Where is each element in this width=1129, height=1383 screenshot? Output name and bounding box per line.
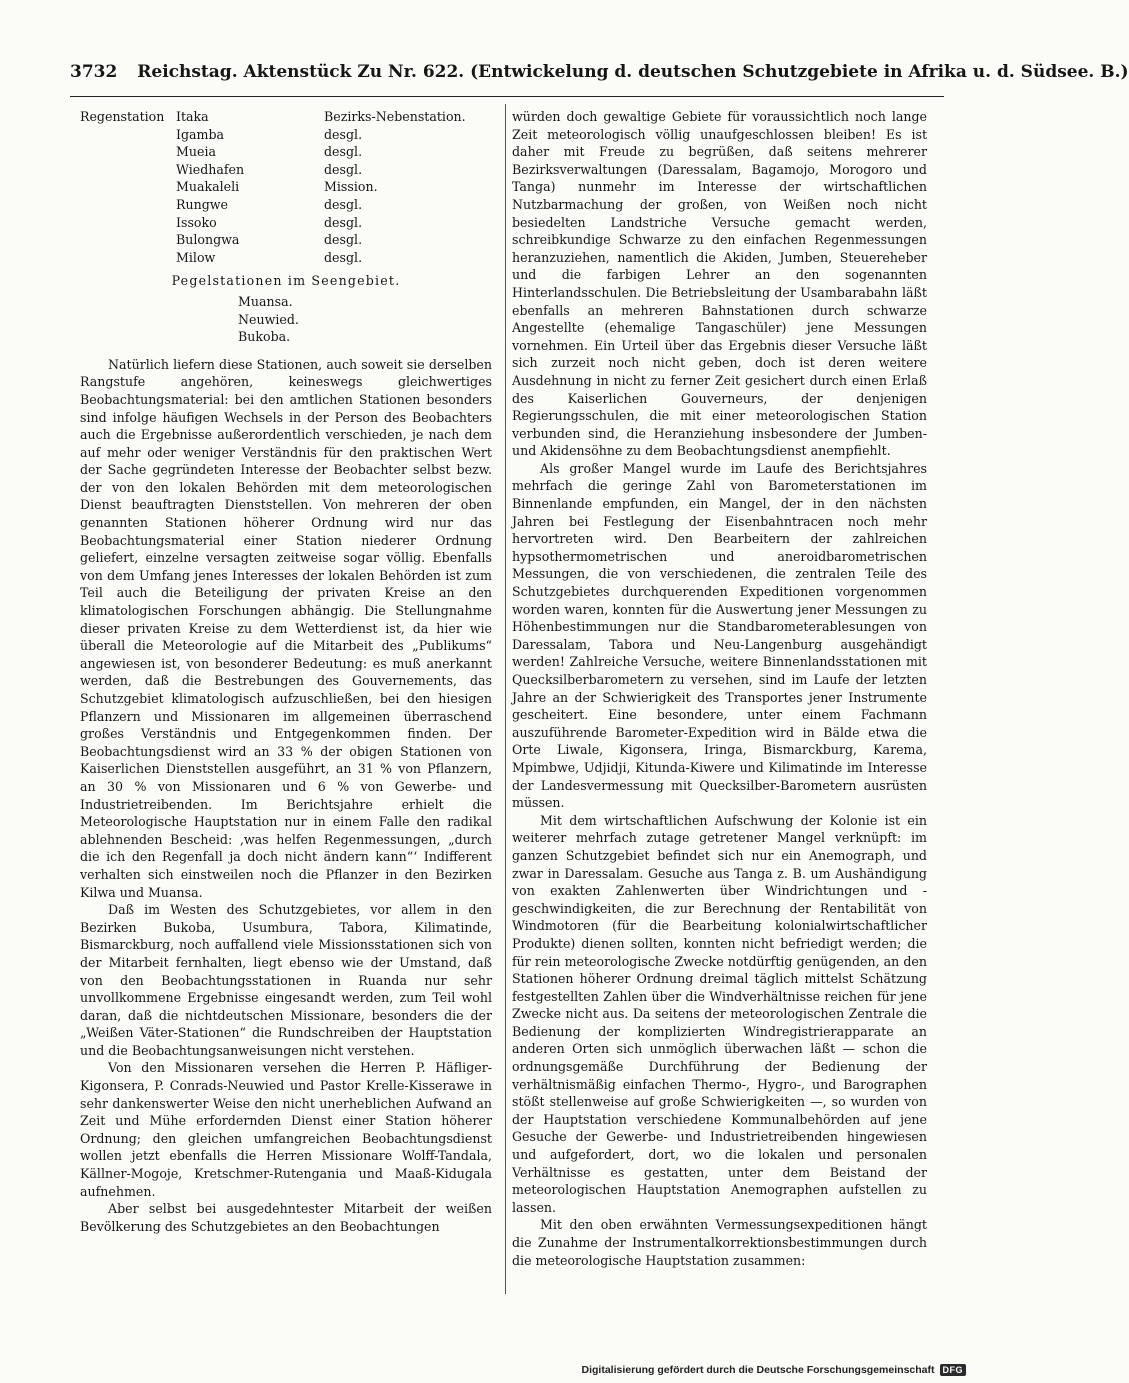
pegel-item: Bukoba. <box>238 329 291 345</box>
station-label <box>80 196 176 214</box>
station-type: Mission. <box>324 179 378 195</box>
right-column <box>512 108 927 1269</box>
station-name: Rungwe <box>176 196 228 212</box>
station-type: desgl. <box>324 214 363 230</box>
station-row <box>80 108 466 126</box>
station-row <box>80 214 466 232</box>
station-name: Itaka <box>176 109 209 124</box>
station-name: Milow <box>176 249 216 265</box>
paragraph: würden doch gewaltige Gebiete für voraussichtlich noch lange Zeit meteorologisch völlig unaufgeschlossen bleiben! Es ist daher mit Freude zu begrüßen, daß seitens mehrerer Bezirksverwaltungen (Daressalam, Bagamojo, Morogoro und Tanga) nunmehr im Interesse der wirtschaftlichen Nutzbarmachung der großen, von Weißen noch nicht besiedelten Landstriche Versuche gemacht werden, schreibkundige Schwarze zu den einfachen Regenmessungen heranzuziehen, namentlich die Akiden, Jumben, Steuereheber und die farbigen Lehrer an den sogenannten Hinterlandsschulen. Die Betriebsleitung der Usambarabahn läßt ebenfalls an mehreren Bahnstationen durch schwarze Angestellte (ehemalige Tangaschüler) jene Messungen vornehmen. Ein Urteil über das Ergebnis dieser Versuche läßt sich zurzeit noch nicht geben, doch ist deren weitere Ausdehnung in nicht zu ferner Zeit gesichert durch einen Erlaß des Kaiserlichen Gouverneurs, der denjenigen Regierungsschulen, die mit einer meteorologischen Station verbunden sind, die Heranziehung insbesondere der Jumben- und Akidensöhne zu dem Beobachtungsdienst anempfiehlt. <box>512 109 927 459</box>
station-row <box>80 249 466 267</box>
station-name: Wiedhafen <box>176 161 245 177</box>
header-title: Reichstag. Aktenstück Zu Nr. 622. (Entwickelung d. deutschen Schutzgebiete in Afrika u. d. Südsee. B.) <box>137 62 1129 82</box>
paragraph: Natürlich liefern diese Stationen, auch soweit sie derselben Rangstufe angehören, keineswegs gleichwertiges Beobachtungsmaterial: bei den amtlichen Stationen besonders sind infolge häufigen Wechsels in der Person des Beobachters auch die Ergebnisse außerordentlich verschieden, je nach dem auf mehr oder weniger Verständnis für den praktischen Wert der Sache gegründeten Interesse der Beobachter selbst bezw. der von den lokalen Behörden mit dem meteorologischen Dienst beauftragten Dienststellen. Von mehreren der oben genannten Stationen höherer Ordnung wird nur das Beobachtungsmaterial einer Station niederer Ordnung geliefert, einzelne versagten zeitweise sogar völlig. Ebenfalls von dem Umfang jenes Interesses der lokalen Behörden ist zum Teil auch die Beteiligung der privaten Kreise an den klimatologischen Forschungen abhängig. Die Stellungnahme dieser privaten Kreise zu dem Wetterdienst ist, da hier wie überall die Meteorologie auf die Mitarbeit des „Publikums“ angewiesen ist, von besonderer Bedeutung: es muß anerkannt werden, daß die Bestrebungen des Gouvernements, das Schutzgebiet klimatologisch aufzuschließen, bei den hiesigen Pflanzern und Missionaren im allgemeinen überraschend großes Verständnis und Entgegenkommen finden. Der Beobachtungsdienst wird an 33 % der obigen Stationen von Kaiserlichen Dienststellen ausgeführt, an 31 % von Pflanzern, an 30 % von Missionaren und 6 % von Gewerbe- und Industrietreibenden. Im Berichtsjahre erhielt die Meteorologische Hauptstation nur in einem Falle den radikal ablehnenden Bescheid: ‚was helfen Regenmessungen, „durch die ich den Regenfall ja doch nicht ändern kann“‘ Indifferent verhalten sich einstweilen noch die Pflanzer in den Bezirken Kilwa und Muansa. <box>80 356 492 900</box>
paragraph: Von den Missionaren versehen die Herren P. Häfliger-Kigonsera, P. Conrads-Neuwied und Pastor Krelle-Kisserawe in sehr dankenswerter Weise den nicht unerheblichen Aufwand an Zeit und Mühe erfordernden Dienst einer Station höherer Ordnung; den gleichen umfangreichen Beobachtungsdienst wollen jetzt ebenfalls die Herren Missionare Wolff-Tandala, Källner-Mogoje, Kretschmer-Rutengania und Maaß-Kidugala aufnehmen. <box>80 1060 492 1199</box>
header-rule <box>70 96 944 97</box>
footer-text: Digitalisierung gefördert durch die Deutsche Forschungsgemeinschaft <box>581 1364 935 1376</box>
station-name: Muakaleli <box>176 179 240 195</box>
station-type: desgl. <box>324 249 363 265</box>
station-row <box>80 178 466 196</box>
paragraph: Mit den oben erwähnten Vermessungsexpeditionen hängt die Zunahme der Instrumentalkorrektionsbestimmungen durch die meteorologische Hauptstation zusammen: <box>512 1217 927 1268</box>
left-column <box>80 108 492 1235</box>
pegel-item: Muansa. <box>238 293 293 309</box>
station-name: Bulongwa <box>176 232 240 248</box>
pegel-title: Pegelstationen im Seengebiet. <box>171 273 401 289</box>
station-label <box>80 214 176 232</box>
station-label <box>80 178 176 196</box>
station-label <box>80 143 176 161</box>
station-label <box>80 231 176 249</box>
station-name: Mueia <box>176 144 216 160</box>
station-type: desgl. <box>324 196 363 212</box>
paragraph: Als großer Mangel wurde im Laufe des Berichtsjahres mehrfach die geringe Zahl von Barometerstationen im Binnenlande empfunden, ein Mangel, der in den nächsten Jahren bei Festlegung der Eisenbahntracen noch mehr hervortreten wird. Den Bearbeitern der zahlreichen hypsothermometrischen und aneroidbarometrischen Messungen, die von verschiedenen, die zentralen Teile des Schutzgebietes durchquerenden Expeditionen vorgenommen worden waren, konnten für die Auswertung jener Messungen zu Höhenbestimmungen nur die Standbarometerablesungen von Daressalam, Tabora und Neu-Langenburg ausgehändigt werden! Zahlreiche Versuche, weitere Binnenlandsstationen mit Quecksilberbarometern zu versehen, sind im Laufe der letzten Jahre an der Schwierigkeit des Transportes jener Instrumente gescheitert. Eine besondere, unter einem Fachmann auszuführende Barometer-Expedition wird in Bälde etwa die Orte Liwale, Kigonsera, Iringa, Bismarckburg, Karema, Mpimbwe, Udjidji, Kitunda-Kiwere und Kilimatinde im Interesse der Landesvermessung mit Quecksilber-Barometern ausrüsten müssen. <box>512 460 927 811</box>
station-type: desgl. <box>324 126 363 142</box>
station-label: Regenstation <box>80 109 165 124</box>
page-number: 3732 <box>70 62 118 82</box>
station-type: desgl. <box>324 232 363 248</box>
station-type: Bezirks-Nebenstation. <box>324 109 466 124</box>
station-type: desgl. <box>324 144 363 160</box>
station-row <box>80 161 466 179</box>
station-label <box>80 161 176 179</box>
running-header <box>70 62 1129 82</box>
pegel-list <box>238 293 492 346</box>
station-name: Igamba <box>176 126 225 142</box>
column-divider <box>505 104 506 1294</box>
paragraph: Mit dem wirtschaftlichen Aufschwung der Kolonie ist ein weiterer mehrfach zutage getretener Mangel verknüpft: im ganzen Schutzgebiet befindet sich nur ein Anemograph, und zwar in Daressalam. Gesuche aus Tanga z. B. um Aushändigung von exakten Zahlenwerten über Windrichtungen und -geschwindigkeiten, die zur Berechnung der Rentabilität von Windmotoren (für die Bearbeitung kolonialwirtschaftlicher Produkte) dienen sollten, konnten nicht befriedigt werden; die für rein meteorologische Zwecke notdürftig genügenden, an den Stationen höherer Ordnung dreimal täglich mittelst Schätzung festgestellten Zahlen über die Windverhältnisse reichen für jene Zwecke nicht aus. Da seitens der meteorologischen Zentrale die Bedienung der komplizierten Windregistrierapparate an anderen Orten sich unmöglich überwachen läßt — schon die ordnungsgemäße Durchführung der Bedienung der verhältnismäßig einfachen Thermo-, Hygro-, und Barographen stößt stellenweise auf große Schwierigkeiten —, so wurden von der Hauptstation verschiedene Kommunalbehörden auf jene Gesuche der Gewerbe- und Industrietreibenden hingewiesen und aufgefordert, dort, wo die lokalen und personalen Verhältnisse es gestatten, unter dem Beistand der meteorologischen Hauptstation Anemographen aufstellen zu lassen. <box>512 812 927 1215</box>
station-row <box>80 143 466 161</box>
station-type: desgl. <box>324 161 363 177</box>
station-row <box>80 126 466 144</box>
station-label <box>80 126 176 144</box>
station-table <box>80 108 466 266</box>
paragraph: Aber selbst bei ausgedehntester Mitarbeit der weißen Bevölkerung des Schutzgebietes an den Beobachtungen <box>80 1201 492 1234</box>
right-text <box>512 108 927 1269</box>
left-text <box>80 356 492 1236</box>
dfg-logo-icon: DFG <box>940 1364 967 1376</box>
station-label <box>80 249 176 267</box>
station-row <box>80 196 466 214</box>
station-name: Issoko <box>176 214 217 230</box>
station-row <box>80 231 466 249</box>
pegel-item: Neuwied. <box>238 311 299 327</box>
footer <box>582 1364 966 1376</box>
paragraph: Daß im Westen des Schutzgebietes, vor allem in den Bezirken Bukoba, Usumbura, Tabora, Kilimatinde, Bismarckburg, noch auffallend viele Missionsstationen sich von der Mitarbeit fernhalten, liegt ebenso wie der Umstand, daß von den Beobachtungsstationen in Ruanda nur sehr unvollkommene Ergebnisse eingesandt werden, zum Teil wohl daran, daß die nichtdeutschen Missionare, besonders die der „Weißen Väter-Stationen“ die Rundschreiben der Hauptstation und die Beobachtungsanweisungen nicht verstehen. <box>80 902 492 1058</box>
